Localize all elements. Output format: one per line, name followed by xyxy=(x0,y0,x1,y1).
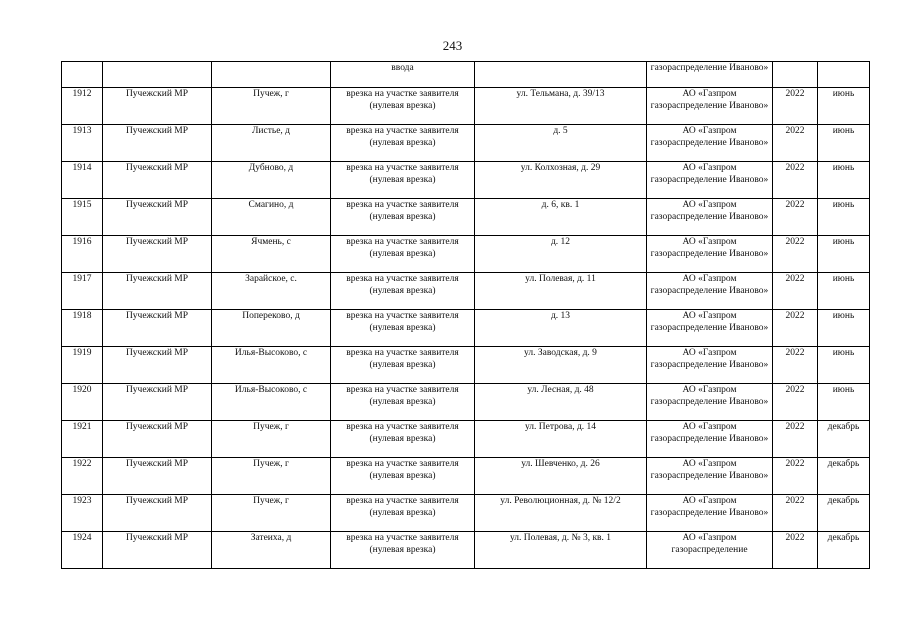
cell-address: ул. Колхозная, д. 29 xyxy=(475,162,647,199)
cell-organization: АО «Газпром газораспределение Иваново» xyxy=(647,495,773,532)
cell-month: июнь xyxy=(818,384,870,421)
cell-address: ул. Шевченко, д. 26 xyxy=(475,458,647,495)
cell-method: врезка на участке заявителя (нулевая врезка) xyxy=(331,199,475,236)
cell-year: 2022 xyxy=(773,532,818,569)
cell-year: 2022 xyxy=(773,421,818,458)
cell-district: Пучежский МР xyxy=(103,347,212,384)
cell-organization: АО «Газпром газораспределение Иваново» xyxy=(647,199,773,236)
cell-address xyxy=(475,62,647,88)
cell-month: июнь xyxy=(818,88,870,125)
cell-address: д. 6, кв. 1 xyxy=(475,199,647,236)
cell-number: 1914 xyxy=(62,162,103,199)
cell-month xyxy=(818,62,870,88)
cell-organization: АО «Газпром газораспределение Иваново» xyxy=(647,273,773,310)
cell-number xyxy=(62,62,103,88)
cell-district: Пучежский МР xyxy=(103,162,212,199)
cell-method: врезка на участке заявителя (нулевая врезка) xyxy=(331,532,475,569)
cell-number: 1923 xyxy=(62,495,103,532)
cell-address: ул. Революционная, д. № 12/2 xyxy=(475,495,647,532)
cell-settlement xyxy=(212,62,331,88)
cell-number: 1912 xyxy=(62,88,103,125)
cell-year: 2022 xyxy=(773,162,818,199)
cell-organization: газораспределение Иваново» xyxy=(647,62,773,88)
cell-number: 1915 xyxy=(62,199,103,236)
cell-year: 2022 xyxy=(773,125,818,162)
table-row xyxy=(62,310,870,347)
cell-month: июнь xyxy=(818,125,870,162)
cell-address: ул. Полевая, д. № 3, кв. 1 xyxy=(475,532,647,569)
cell-district: Пучежский МР xyxy=(103,421,212,458)
cell-address: д. 12 xyxy=(475,236,647,273)
cell-year: 2022 xyxy=(773,273,818,310)
cell-method: врезка на участке заявителя (нулевая врезка) xyxy=(331,347,475,384)
cell-organization: АО «Газпром газораспределение xyxy=(647,532,773,569)
cell-year: 2022 xyxy=(773,495,818,532)
cell-year: 2022 xyxy=(773,88,818,125)
cell-number: 1921 xyxy=(62,421,103,458)
table-row xyxy=(62,199,870,236)
cell-address: д. 5 xyxy=(475,125,647,162)
cell-month: июнь xyxy=(818,347,870,384)
cell-organization: АО «Газпром газораспределение Иваново» xyxy=(647,162,773,199)
cell-method: врезка на участке заявителя (нулевая врезка) xyxy=(331,125,475,162)
cell-year: 2022 xyxy=(773,458,818,495)
cell-method: врезка на участке заявителя (нулевая врезка) xyxy=(331,421,475,458)
cell-year: 2022 xyxy=(773,199,818,236)
cell-address: ул. Тельмана, д. 39/13 xyxy=(475,88,647,125)
cell-month: декабрь xyxy=(818,532,870,569)
cell-address: ул. Заводская, д. 9 xyxy=(475,347,647,384)
cell-district: Пучежский МР xyxy=(103,384,212,421)
cell-year: 2022 xyxy=(773,347,818,384)
cell-settlement: Листье, д xyxy=(212,125,331,162)
cell-address: ул. Петрова, д. 14 xyxy=(475,421,647,458)
cell-district: Пучежский МР xyxy=(103,310,212,347)
cell-method: врезка на участке заявителя (нулевая врезка) xyxy=(331,162,475,199)
gasification-table xyxy=(61,61,870,569)
cell-settlement: Пучеж, г xyxy=(212,458,331,495)
cell-settlement: Дубново, д xyxy=(212,162,331,199)
cell-number: 1919 xyxy=(62,347,103,384)
table-row xyxy=(62,273,870,310)
cell-district: Пучежский МР xyxy=(103,458,212,495)
cell-organization: АО «Газпром газораспределение Иваново» xyxy=(647,458,773,495)
cell-settlement: Ячмень, с xyxy=(212,236,331,273)
cell-month: июнь xyxy=(818,310,870,347)
table-row xyxy=(62,458,870,495)
cell-month: июнь xyxy=(818,236,870,273)
cell-address: ул. Полевая, д. 11 xyxy=(475,273,647,310)
cell-method: врезка на участке заявителя (нулевая врезка) xyxy=(331,495,475,532)
table-row xyxy=(62,495,870,532)
cell-organization: АО «Газпром газораспределение Иваново» xyxy=(647,125,773,162)
cell-organization: АО «Газпром газораспределение Иваново» xyxy=(647,347,773,384)
table-row xyxy=(62,347,870,384)
table-row-continued xyxy=(62,62,870,88)
table-row xyxy=(62,125,870,162)
cell-year xyxy=(773,62,818,88)
cell-year: 2022 xyxy=(773,384,818,421)
table-row xyxy=(62,532,870,569)
cell-district: Пучежский МР xyxy=(103,495,212,532)
cell-organization: АО «Газпром газораспределение Иваново» xyxy=(647,236,773,273)
cell-district: Пучежский МР xyxy=(103,236,212,273)
cell-month: июнь xyxy=(818,273,870,310)
cell-method: врезка на участке заявителя (нулевая врезка) xyxy=(331,236,475,273)
cell-month: декабрь xyxy=(818,458,870,495)
cell-organization: АО «Газпром газораспределение Иваново» xyxy=(647,88,773,125)
cell-settlement: Пучеж, г xyxy=(212,421,331,458)
cell-settlement: Зарайское, с. xyxy=(212,273,331,310)
cell-method: врезка на участке заявителя (нулевая врезка) xyxy=(331,384,475,421)
cell-method: врезка на участке заявителя (нулевая врезка) xyxy=(331,273,475,310)
cell-district: Пучежский МР xyxy=(103,532,212,569)
cell-method: врезка на участке заявителя (нулевая врезка) xyxy=(331,310,475,347)
table-row xyxy=(62,88,870,125)
cell-month: декабрь xyxy=(818,495,870,532)
cell-method: врезка на участке заявителя (нулевая врезка) xyxy=(331,458,475,495)
cell-address: д. 13 xyxy=(475,310,647,347)
cell-settlement: Смагино, д xyxy=(212,199,331,236)
cell-district: Пучежский МР xyxy=(103,88,212,125)
cell-settlement: Пучеж, г xyxy=(212,495,331,532)
cell-number: 1917 xyxy=(62,273,103,310)
table-row xyxy=(62,236,870,273)
cell-month: июнь xyxy=(818,199,870,236)
cell-settlement: Затеиха, д xyxy=(212,532,331,569)
cell-district: Пучежский МР xyxy=(103,273,212,310)
cell-method: врезка на участке заявителя (нулевая врезка) xyxy=(331,88,475,125)
cell-district: Пучежский МР xyxy=(103,125,212,162)
cell-month: июнь xyxy=(818,162,870,199)
cell-district: Пучежский МР xyxy=(103,199,212,236)
cell-year: 2022 xyxy=(773,310,818,347)
cell-number: 1913 xyxy=(62,125,103,162)
cell-settlement: Илья-Высоково, с xyxy=(212,384,331,421)
cell-organization: АО «Газпром газораспределение Иваново» xyxy=(647,384,773,421)
cell-number: 1920 xyxy=(62,384,103,421)
cell-number: 1918 xyxy=(62,310,103,347)
cell-address: ул. Лесная, д. 48 xyxy=(475,384,647,421)
cell-number: 1922 xyxy=(62,458,103,495)
cell-district xyxy=(103,62,212,88)
cell-month: декабрь xyxy=(818,421,870,458)
cell-number: 1924 xyxy=(62,532,103,569)
page-number: 243 xyxy=(442,38,463,53)
cell-number: 1916 xyxy=(62,236,103,273)
cell-settlement: Илья-Высоково, с xyxy=(212,347,331,384)
cell-year: 2022 xyxy=(773,236,818,273)
table-row xyxy=(62,421,870,458)
cell-organization: АО «Газпром газораспределение Иваново» xyxy=(647,310,773,347)
table-row xyxy=(62,162,870,199)
cell-settlement: Поперековo, д xyxy=(212,310,331,347)
cell-settlement: Пучеж, г xyxy=(212,88,331,125)
table-row xyxy=(62,384,870,421)
table-body xyxy=(62,62,870,569)
cell-organization: АО «Газпром газораспределение Иваново» xyxy=(647,421,773,458)
cell-method: ввода xyxy=(331,62,475,88)
